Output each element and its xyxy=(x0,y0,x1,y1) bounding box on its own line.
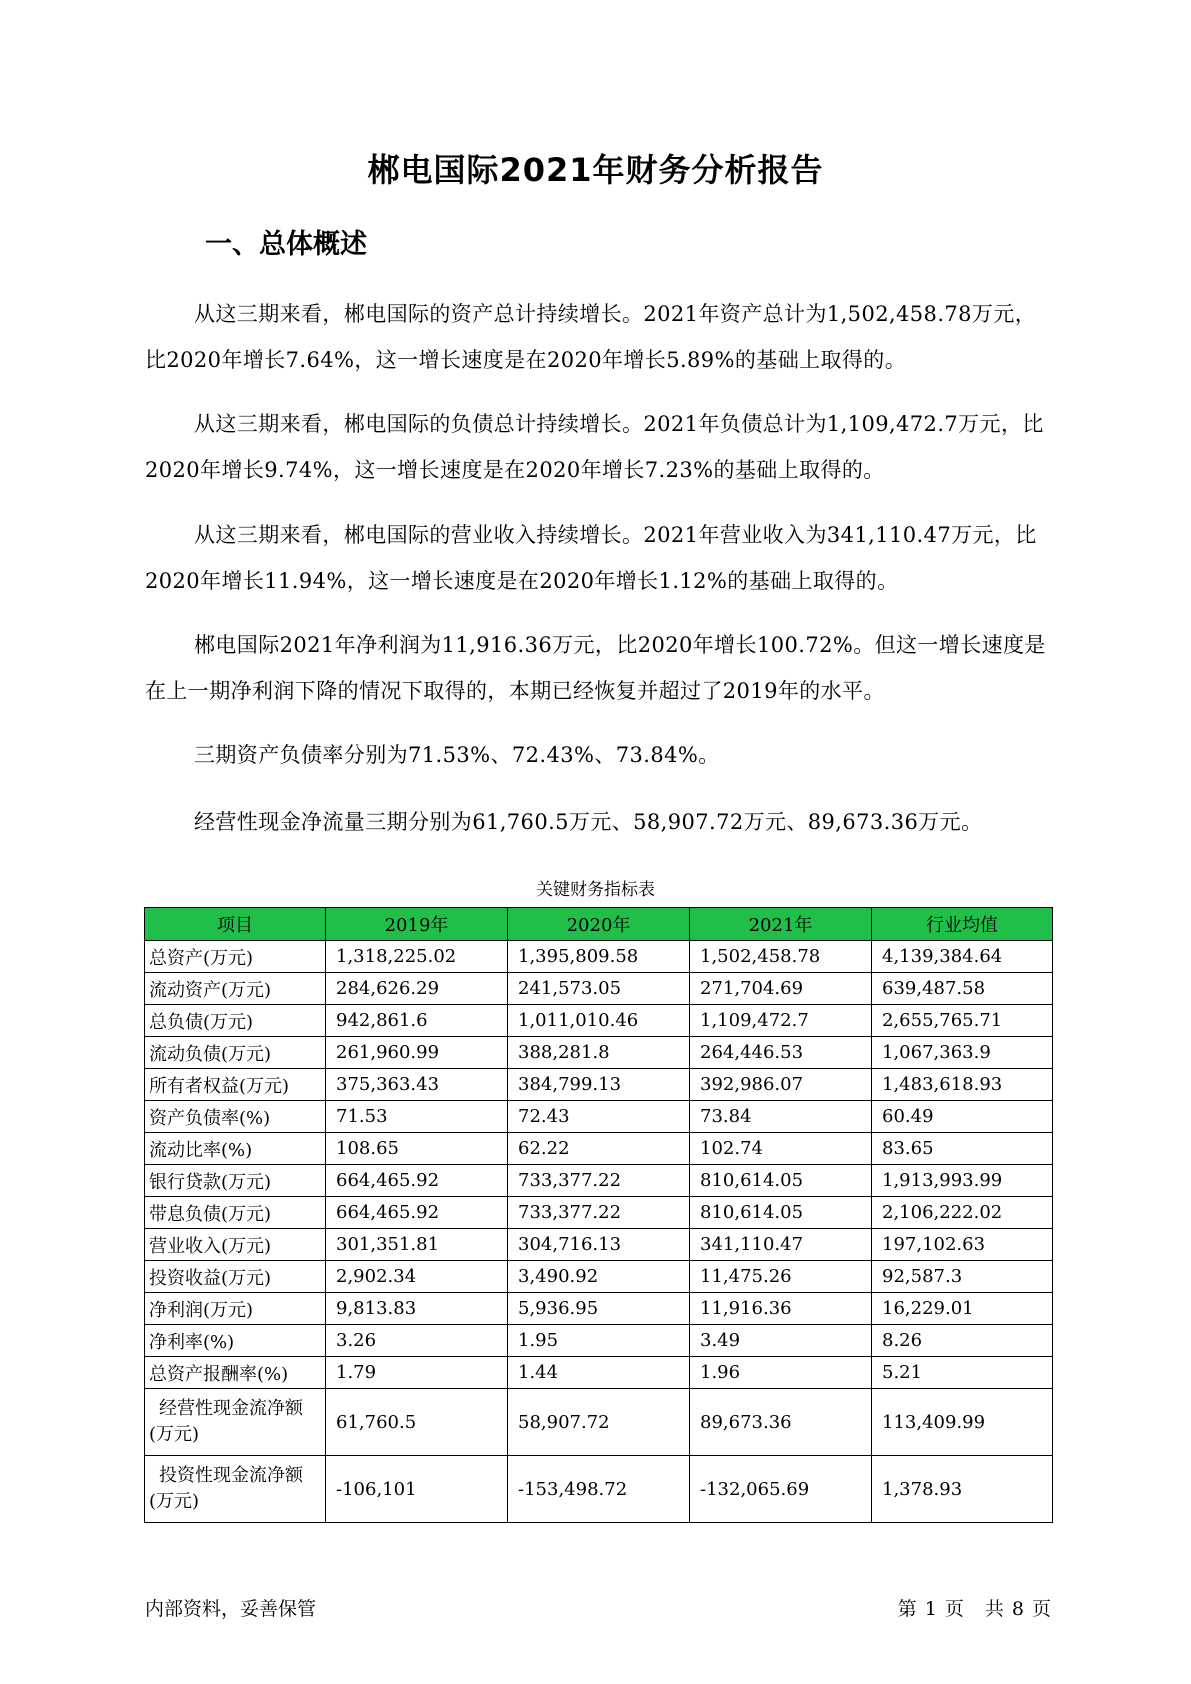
value-cell: 733,377.22 xyxy=(508,1165,690,1197)
table-row xyxy=(145,1261,1053,1293)
value-cell: 375,363.43 xyxy=(326,1069,508,1101)
value-cell: 284,626.29 xyxy=(326,973,508,1005)
value-cell: 71.53 xyxy=(326,1101,508,1133)
table-body xyxy=(145,941,1053,1523)
value-cell: 733,377.22 xyxy=(508,1197,690,1229)
value-cell: 113,409.99 xyxy=(872,1389,1053,1456)
value-cell: 58,907.72 xyxy=(508,1389,690,1456)
value-cell: 11,916.36 xyxy=(690,1293,872,1325)
row-label-cell: 所有者权益(万元) xyxy=(145,1069,326,1101)
value-cell: 261,960.99 xyxy=(326,1037,508,1069)
value-cell: 72.43 xyxy=(508,1101,690,1133)
row-label-cell: 银行贷款(万元) xyxy=(145,1165,326,1197)
value-cell: 3,490.92 xyxy=(508,1261,690,1293)
table-row xyxy=(145,1456,1053,1523)
table-row xyxy=(145,1389,1053,1456)
table-row xyxy=(145,1293,1053,1325)
value-cell: 301,351.81 xyxy=(326,1229,508,1261)
paragraph-debt-ratio: 三期资产负债率分别为71.53%、72.43%、73.84%。 xyxy=(194,743,720,767)
table-row xyxy=(145,941,1053,973)
value-cell: 5.21 xyxy=(872,1357,1053,1389)
value-cell: 810,614.05 xyxy=(690,1165,872,1197)
value-cell: 108.65 xyxy=(326,1133,508,1165)
table-row xyxy=(145,1197,1053,1229)
value-cell: -153,498.72 xyxy=(508,1456,690,1523)
value-cell: 664,465.92 xyxy=(326,1165,508,1197)
paragraph-assets: 从这三期来看，郴电国际的资产总计持续增长。2021年资产总计为1,502,458.78万元，比2020年增长7.64%，这一增长速度是在2020年增长5.89%的基础上取得的。 xyxy=(145,302,1037,372)
row-label-cell: 投资性现金流净额(万元) xyxy=(145,1456,326,1523)
value-cell: 1,483,618.93 xyxy=(872,1069,1053,1101)
value-cell: 3.49 xyxy=(690,1325,872,1357)
row-label-cell: 流动资产(万元) xyxy=(145,973,326,1005)
value-cell: 197,102.63 xyxy=(872,1229,1053,1261)
value-cell: 1,502,458.78 xyxy=(690,941,872,973)
value-cell: 83.65 xyxy=(872,1133,1053,1165)
value-cell: 384,799.13 xyxy=(508,1069,690,1101)
value-cell: 1,913,993.99 xyxy=(872,1165,1053,1197)
table-row xyxy=(145,973,1053,1005)
footer-page-number: 第 1 页 共 8 页 xyxy=(897,1598,1052,1620)
value-cell: 1,318,225.02 xyxy=(326,941,508,973)
value-cell: 810,614.05 xyxy=(690,1197,872,1229)
value-cell: 271,704.69 xyxy=(690,973,872,1005)
value-cell: 1,011,010.46 xyxy=(508,1005,690,1037)
paragraph-liabilities: 从这三期来看，郴电国际的负债总计持续增长。2021年负债总计为1,109,472.7万元，比2020年增长9.74%，这一增长速度是在2020年增长7.23%的基础上取得的。 xyxy=(145,412,1044,482)
key-financial-indicators-table xyxy=(144,907,1053,1523)
row-label-cell: 总资产(万元) xyxy=(145,941,326,973)
row-label-cell: 投资收益(万元) xyxy=(145,1261,326,1293)
value-cell: 1,378.93 xyxy=(872,1456,1053,1523)
row-label-cell: 经营性现金流净额(万元) xyxy=(145,1389,326,1456)
value-cell: 92,587.3 xyxy=(872,1261,1053,1293)
value-cell: 264,446.53 xyxy=(690,1037,872,1069)
header-2019: 2019年 xyxy=(326,908,508,941)
table-row xyxy=(145,1101,1053,1133)
value-cell: 4,139,384.64 xyxy=(872,941,1053,973)
value-cell: 8.26 xyxy=(872,1325,1053,1357)
value-cell: 392,986.07 xyxy=(690,1069,872,1101)
table-row xyxy=(145,1165,1053,1197)
value-cell: 1,109,472.7 xyxy=(690,1005,872,1037)
paragraph-net-profit: 郴电国际2021年净利润为11,916.36万元，比2020年增长100.72%。但这一增长速度是在上一期净利润下降的情况下取得的，本期已经恢复并超过了2019年的水平。 xyxy=(145,633,1046,703)
value-cell: -106,101 xyxy=(326,1456,508,1523)
value-cell: 1,395,809.58 xyxy=(508,941,690,973)
value-cell: 1.79 xyxy=(326,1357,508,1389)
value-cell: 62.22 xyxy=(508,1133,690,1165)
row-label-cell: 净利率(%) xyxy=(145,1325,326,1357)
value-cell: 341,110.47 xyxy=(690,1229,872,1261)
value-cell: 11,475.26 xyxy=(690,1261,872,1293)
value-cell: 61,760.5 xyxy=(326,1389,508,1456)
value-cell: 304,716.13 xyxy=(508,1229,690,1261)
table-row xyxy=(145,1325,1053,1357)
row-label-cell: 流动比率(%) xyxy=(145,1133,326,1165)
value-cell: 2,655,765.71 xyxy=(872,1005,1053,1037)
value-cell: 942,861.6 xyxy=(326,1005,508,1037)
value-cell: 73.84 xyxy=(690,1101,872,1133)
footer-confidential-note: 内部资料，妥善保管 xyxy=(145,1598,317,1620)
table-row xyxy=(145,1229,1053,1261)
table-row xyxy=(145,1037,1053,1069)
value-cell: 1.95 xyxy=(508,1325,690,1357)
value-cell: 2,902.34 xyxy=(326,1261,508,1293)
value-cell: 1,067,363.9 xyxy=(872,1037,1053,1069)
row-label-cell: 流动负债(万元) xyxy=(145,1037,326,1069)
paragraph-cash-flow: 经营性现金净流量三期分别为61,760.5万元、58,907.72万元、89,673.36万元。 xyxy=(194,810,983,834)
table-row xyxy=(145,1357,1053,1389)
value-cell: 9,813.83 xyxy=(326,1293,508,1325)
header-item: 项目 xyxy=(145,908,326,941)
table-row xyxy=(145,1005,1053,1037)
value-cell: 60.49 xyxy=(872,1101,1053,1133)
header-industry-average: 行业均值 xyxy=(872,908,1053,941)
value-cell: 388,281.8 xyxy=(508,1037,690,1069)
value-cell: 1.96 xyxy=(690,1357,872,1389)
table-header-row xyxy=(145,908,1053,941)
value-cell: 639,487.58 xyxy=(872,973,1053,1005)
header-2020: 2020年 xyxy=(508,908,690,941)
report-title: 郴电国际2021年财务分析报告 xyxy=(367,151,824,189)
value-cell: 16,229.01 xyxy=(872,1293,1053,1325)
row-label-cell: 总负债(万元) xyxy=(145,1005,326,1037)
row-label-cell: 净利润(万元) xyxy=(145,1293,326,1325)
value-cell: 5,936.95 xyxy=(508,1293,690,1325)
row-label-cell: 资产负债率(%) xyxy=(145,1101,326,1133)
header-2021: 2021年 xyxy=(690,908,872,941)
value-cell: 102.74 xyxy=(690,1133,872,1165)
value-cell: 664,465.92 xyxy=(326,1197,508,1229)
row-label-cell: 带息负债(万元) xyxy=(145,1197,326,1229)
value-cell: 89,673.36 xyxy=(690,1389,872,1456)
section-heading-overview: 一、总体概述 xyxy=(205,229,367,260)
row-label-cell: 总资产报酬率(%) xyxy=(145,1357,326,1389)
table-caption: 关键财务指标表 xyxy=(536,880,655,900)
value-cell: 2,106,222.02 xyxy=(872,1197,1053,1229)
value-cell: 1.44 xyxy=(508,1357,690,1389)
table-row xyxy=(145,1133,1053,1165)
value-cell: 3.26 xyxy=(326,1325,508,1357)
paragraph-revenue: 从这三期来看，郴电国际的营业收入持续增长。2021年营业收入为341,110.47万元，比2020年增长11.94%，这一增长速度是在2020年增长1.12%的基础上取得的。 xyxy=(145,523,1037,593)
table-row xyxy=(145,1069,1053,1101)
value-cell: -132,065.69 xyxy=(690,1456,872,1523)
row-label-cell: 营业收入(万元) xyxy=(145,1229,326,1261)
value-cell: 241,573.05 xyxy=(508,973,690,1005)
